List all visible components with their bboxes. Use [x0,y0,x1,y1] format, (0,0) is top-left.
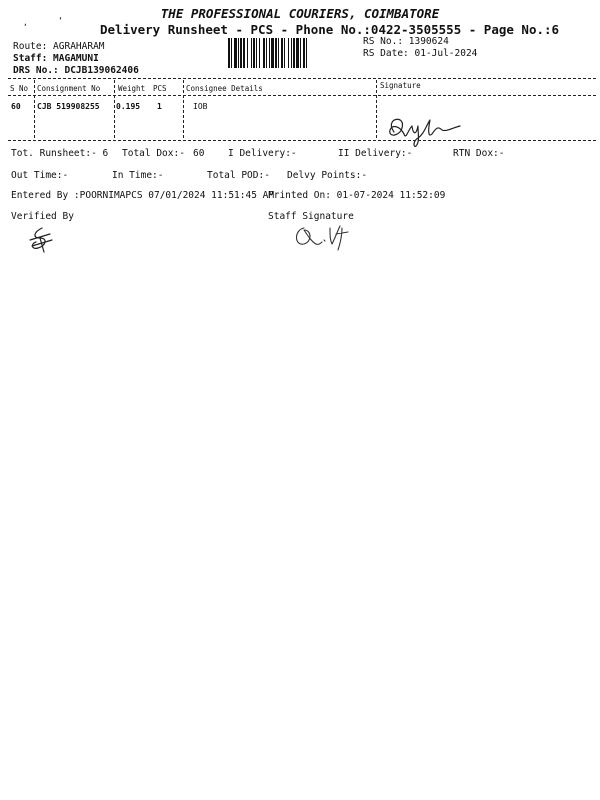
barcode-bar [228,38,230,68]
staff-label: Staff: MAGAMUNI [13,53,99,64]
ii-delivery: II Delivery:- [338,148,413,159]
barcode-bar [243,38,245,68]
barcode-bar [256,38,257,68]
row-weight: 0.195 [116,102,141,111]
verifier-signature [26,226,56,258]
barcode-bar [271,38,274,68]
divider [8,140,596,141]
rs-number: RS No.: 1390624 [363,36,449,47]
barcode-bar [247,38,248,68]
divider [8,95,596,96]
tot-runsheet: Tot. Runsheet:- 6 [11,148,109,159]
total-dox-value: 60 [193,148,205,159]
barcode-bar [306,38,307,68]
column-divider [183,80,184,138]
drs-number: DRS No.: DCJB139062406 [13,65,139,76]
staff-signature-label: Staff Signature [268,211,354,222]
barcode-bar [259,38,260,68]
barcode-bar [240,38,242,68]
row-consignment: CJB 519908255 [37,102,100,111]
column-divider [376,80,377,138]
header-sno: S No [10,84,29,93]
company-name: THE PROFESSIONAL COURIERS, COIMBATORE [160,6,440,21]
runsheet-title: Delivery Runsheet - PCS - Phone No.:0422-3505555 - Page No.:6 [100,22,560,37]
stray-mark: ‘ [58,16,63,25]
rs-date: RS Date: 01-Jul-2024 [363,48,478,59]
row-consignee: IOB [193,102,208,111]
barcode-bar [303,38,305,68]
barcode-bar [281,38,283,68]
barcode-bar [291,38,292,68]
staff-signature [292,220,356,256]
in-time: In Time:- [112,170,164,181]
header-consignee: Consignee Details [186,84,263,93]
barcode [228,38,354,68]
rtn-dox: RTN Dox:- [453,148,505,159]
column-divider [34,80,35,138]
i-delivery: I Delivery:- [228,148,297,159]
stray-mark: , [23,18,28,27]
divider [8,78,596,79]
barcode-bar [269,38,270,68]
verified-by-label: Verified By [11,211,74,222]
barcode-bar [251,38,252,68]
barcode-bar [275,38,277,68]
total-dox-label: Total Dox:- [122,148,185,159]
barcode-bar [296,38,299,68]
barcode-bar [253,38,255,68]
barcode-bar [284,38,285,68]
header-consignment: Consignment No [37,84,101,93]
route-label: Route: AGRAHARAM [13,41,105,52]
header-signature: Signature [380,81,421,90]
barcode-bar [266,38,267,68]
row-pcs: 1 [157,102,162,111]
header-pcs: PCS [153,84,167,93]
barcode-bar [238,38,239,68]
barcode-bar [293,38,295,68]
barcode-bar [288,38,289,68]
out-time: Out Time:- [11,170,69,181]
row-sno: 60 [11,102,21,111]
receiver-signature [380,112,480,152]
barcode-bar [231,38,232,68]
delvy-points: Delvy Points:- [287,170,368,181]
entered-by: Entered By :POORNIMAPCS 07/01/2024 11:51:45 AM [11,190,275,201]
barcode-bar [263,38,265,68]
barcode-bar [278,38,279,68]
printed-on: Printed On: 01-07-2024 11:52:09 [268,190,446,201]
total-pod: Total POD:- [207,170,270,181]
barcode-bar [234,38,237,68]
column-divider [114,80,115,138]
header-weight: Weight [118,84,146,93]
barcode-bar [300,38,301,68]
